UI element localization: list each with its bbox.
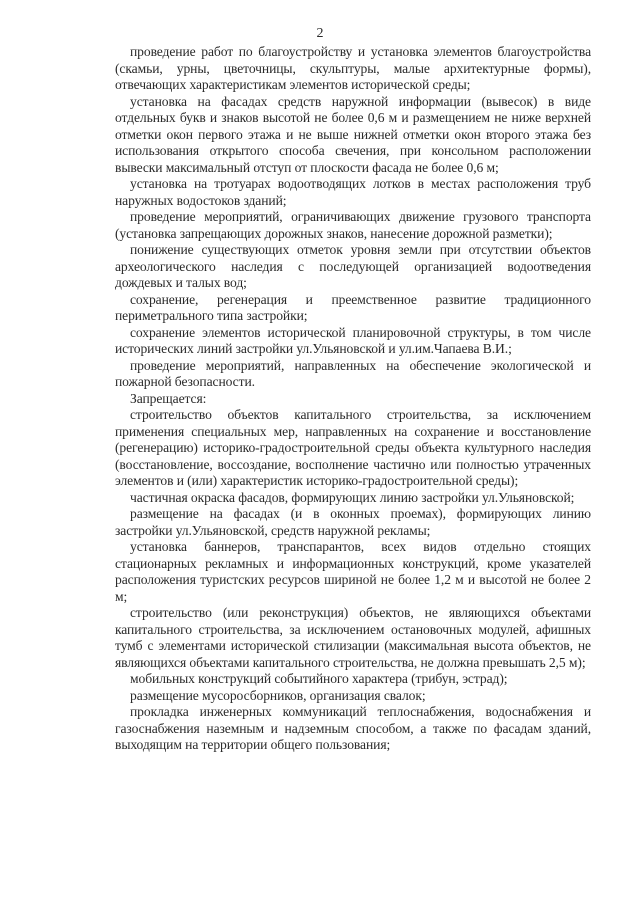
- paragraph-drainage-trays: установка на тротуарах водоотводящих лотков в местах расположения труб наружных водостоков зданий;: [115, 176, 591, 208]
- paragraph-planning-structure: сохранение элементов исторической планировочной структуры, в том числе исторических линий застройки ул.Ульяновской и ул.им.Чапаева В.И.;: [115, 324, 591, 356]
- paragraph-mobile-structures: мобильных конструкций событийного характера (трибун, эстрад);: [130, 671, 508, 686]
- paragraph-perimeter-development: сохранение, регенерация и преемственное развитие традиционного периметрального типа застройки;: [115, 291, 591, 323]
- paragraph-landscaping: проведение работ по благоустройству и установка элементов благоустройства (скамьи, урны, цветочницы, скульптуры, малые архитектурные формы), отвечающих характеристикам элементов исторической среды;: [115, 44, 591, 92]
- paragraph-capital-construction: строительство объектов капитального строительства, за исключением применения специальных мер, направленных на сохранение и восстановление (регенерацию) историко-градостроительной среды объекта культурного наследия (восстановление, воссоздание, восполнение частично или полностью утраченных элементов и (или) характеристик историко-градостроительной среды);: [115, 407, 591, 488]
- paragraph-safety: проведение мероприятий, направленных на обеспечение экологической и пожарной безопасности.: [115, 357, 591, 389]
- paragraph-partial-painting: частичная окраска фасадов, формирующих линию застройки ул.Ульяновской;: [130, 489, 575, 505]
- paragraph-traffic-restriction: проведение мероприятий, ограничивающих движение грузового транспорта (установка запрещающих дорожных знаков, нанесение дорожной разметки);: [115, 209, 591, 241]
- section-heading-forbidden: Запрещается:: [130, 390, 207, 406]
- paragraph-banners: установка баннеров, транспарантов, всех видов отдельно стоящих стационарных рекламных и информационных конструкций, кроме указателей расположения туристских ресурсов шириной не более 1,2 м и высотой не более 2 м;: [115, 539, 591, 604]
- page-number: 2: [316, 26, 324, 41]
- document-body: [115, 44, 591, 754]
- paragraph-garbage: размещение мусоросборников, организация свалок;: [130, 687, 426, 703]
- paragraph-signage: установка на фасадах средств наружной информации (вывесок) в виде отдельных букв и знаков высотой не более 0,6 м и размещением не ниже верхней отметки окон первого этажа и не выше нижней отметки окон второго этажа без использования открытого способа свечения, при консольном расположении вывески максимальный отступ от плоскости фасада не более 0,6 м;: [115, 93, 591, 175]
- paragraph-non-capital-objects: строительство (или реконструкция) объектов, не являющихся объектами капитального строительства, за исключением остановочных модулей, афишных тумб с элементами исторической стилизации (максимальная высота объектов, не являющихся объектами капитального строительства, не должна превышать 2,5 м);: [115, 605, 591, 670]
- paragraph-ground-level: понижение существующих отметок уровня земли при отсутствии объектов археологического наследия с последующей организацией водоотведения дождевых и талых вод;: [115, 242, 591, 290]
- paragraph-utilities: прокладка инженерных коммуникаций теплоснабжения, водоснабжения и газоснабжения наземным и надземным способом, а также по фасадам зданий, выходящим на территории общего пользования;: [115, 704, 591, 752]
- paragraph-facade-advertising: размещение на фасадах (и в оконных проемах), формирующих линию застройки ул.Ульяновской, средств наружной рекламы;: [115, 506, 591, 538]
